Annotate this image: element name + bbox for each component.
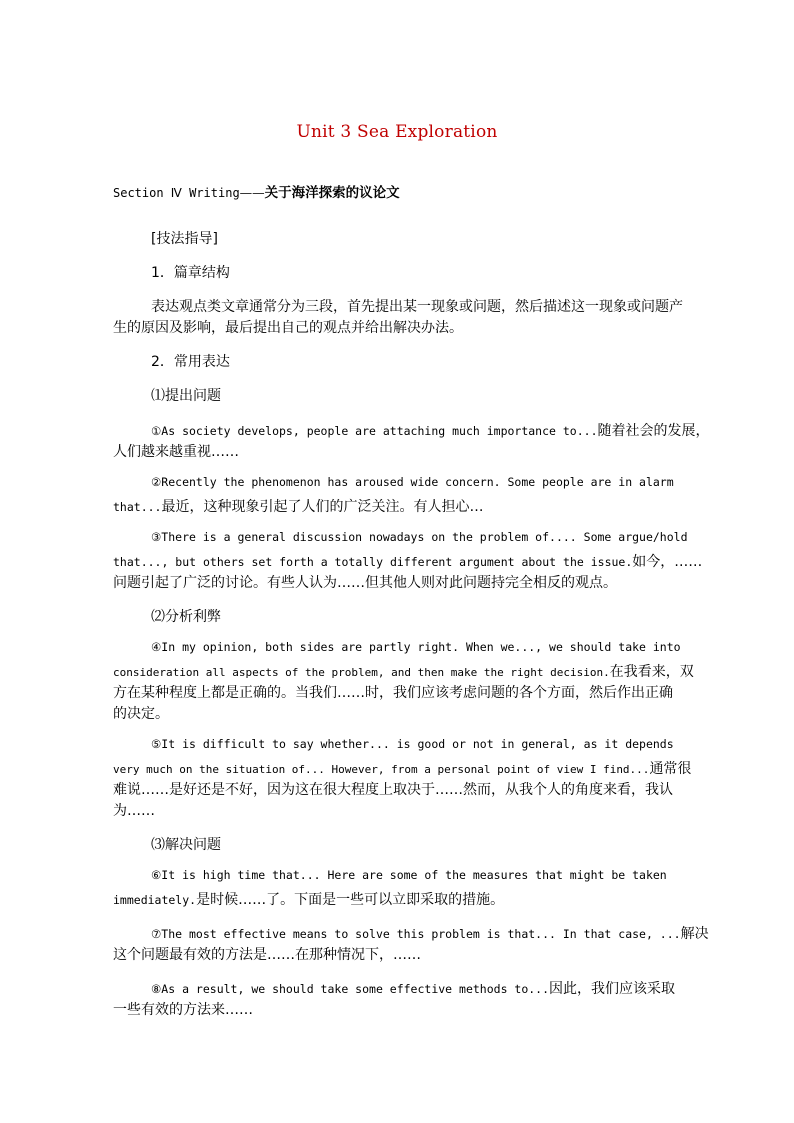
item-6-chinese: 是时候……了。下面是一些可以立即采取的措施。 [196,892,505,908]
item-7-line-2: 这个问题最有效的方法是……在那种情况下，…… [113,947,421,963]
item-3-line-2 [113,551,703,571]
document-title: Unit 3 Sea Exploration [296,122,498,142]
item-5-line-2 [113,758,695,778]
item-8-english: ⑧As a result, we should take some effective methods to... [151,982,550,996]
item-6-line-1: ⑥It is high time that... Here are some of the measures that might be taken [151,868,667,882]
item-4-english-b: consideration all aspects of the problem, and then make the right decision. [113,666,610,679]
item-3-line-3: 问题引起了广泛的讨论。有些人认为……但其他人则对此问题持完全相反的观点。 [113,575,617,591]
item-7-line-1 [151,923,709,943]
item-2-line-2 [113,496,695,516]
subheading-analyze: ⑵分析利弊 [151,609,221,625]
item-8-line-1 [151,978,695,998]
item-4-line-1: ④In my opinion, both sides are partly right. When we..., we should take into [151,640,681,654]
item-4-line-3: 方在某种程度上都是正确的。当我们……时，我们应该考虑问题的各个方面，然后作出正确 [113,685,673,701]
item-5-line-3: 难说……是好还是不好，因为这在很大程度上取决于……然而，从我个人的角度来看，我认 [113,782,673,798]
item-4-line-4: 的决定。 [113,706,169,722]
item-5-english-b: very much on the situation of... However, from a personal point of view I find... [113,763,650,776]
item-6-line-2 [113,889,695,909]
section-heading [113,181,400,201]
item-5-line-4: 为…… [113,803,155,819]
item-7-chinese-a: 解决 [680,926,709,942]
item-1-chinese-a: 随着社会的发展， [597,423,710,439]
item-5-line-1: ⑤It is difficult to say whether... is good or not in general, as it depends [151,737,674,751]
item-4-line-2 [113,661,695,681]
paragraph-structure-line-1: 表达观点类文章通常分为三段，首先提出某一现象或问题，然后描述这一现象或问题产 [151,299,683,315]
item-3-chinese-a: 如今，…… [632,554,703,570]
heading-expressions: 2．常用表达 [151,354,230,370]
item-6-english-b: immediately. [113,893,197,907]
section-prefix: Section Ⅳ Writing [113,186,240,200]
section-topic: 关于海洋探索的议论文 [264,185,400,201]
item-4-chinese-a: 在我看来，双 [609,664,694,680]
item-2-line-1: ②Recently the phenomenon has aroused wide concern. Some people are in alarm [151,475,674,489]
subheading-solve: ⑶解决问题 [151,837,221,853]
section-dash: —— [239,185,265,200]
item-1-english: ①As society develops, people are attaching much importance to... [151,424,598,438]
item-1-line-2: 人们越来越重视…… [113,444,239,460]
subheading-raise-problem: ⑴提出问题 [151,388,221,404]
item-7-english: ⑦The most effective means to solve this problem is that... In that case, ... [151,927,681,941]
heading-guide: [技法指导] [151,231,218,247]
heading-structure: 1．篇章结构 [151,265,230,281]
item-8-chinese-a: 因此，我们应该采取 [549,981,676,997]
item-8-line-2: 一些有效的方法来…… [113,1002,253,1018]
item-1-line-1 [151,420,710,440]
item-2-english-b: that... [113,500,162,514]
item-2-chinese: 最近，这种现象引起了人们的广泛关注。有人担心… [161,499,484,515]
item-3-english-b: that..., but others set forth a totally different argument about the issue. [113,555,633,569]
item-3-line-1: ③There is a general discussion nowadays on the problem of.... Some argue/hold [151,530,688,544]
item-5-chinese-a: 通常很 [649,761,692,777]
paragraph-structure-line-2: 生的原因及影响，最后提出自己的观点并给出解决办法。 [113,320,463,336]
